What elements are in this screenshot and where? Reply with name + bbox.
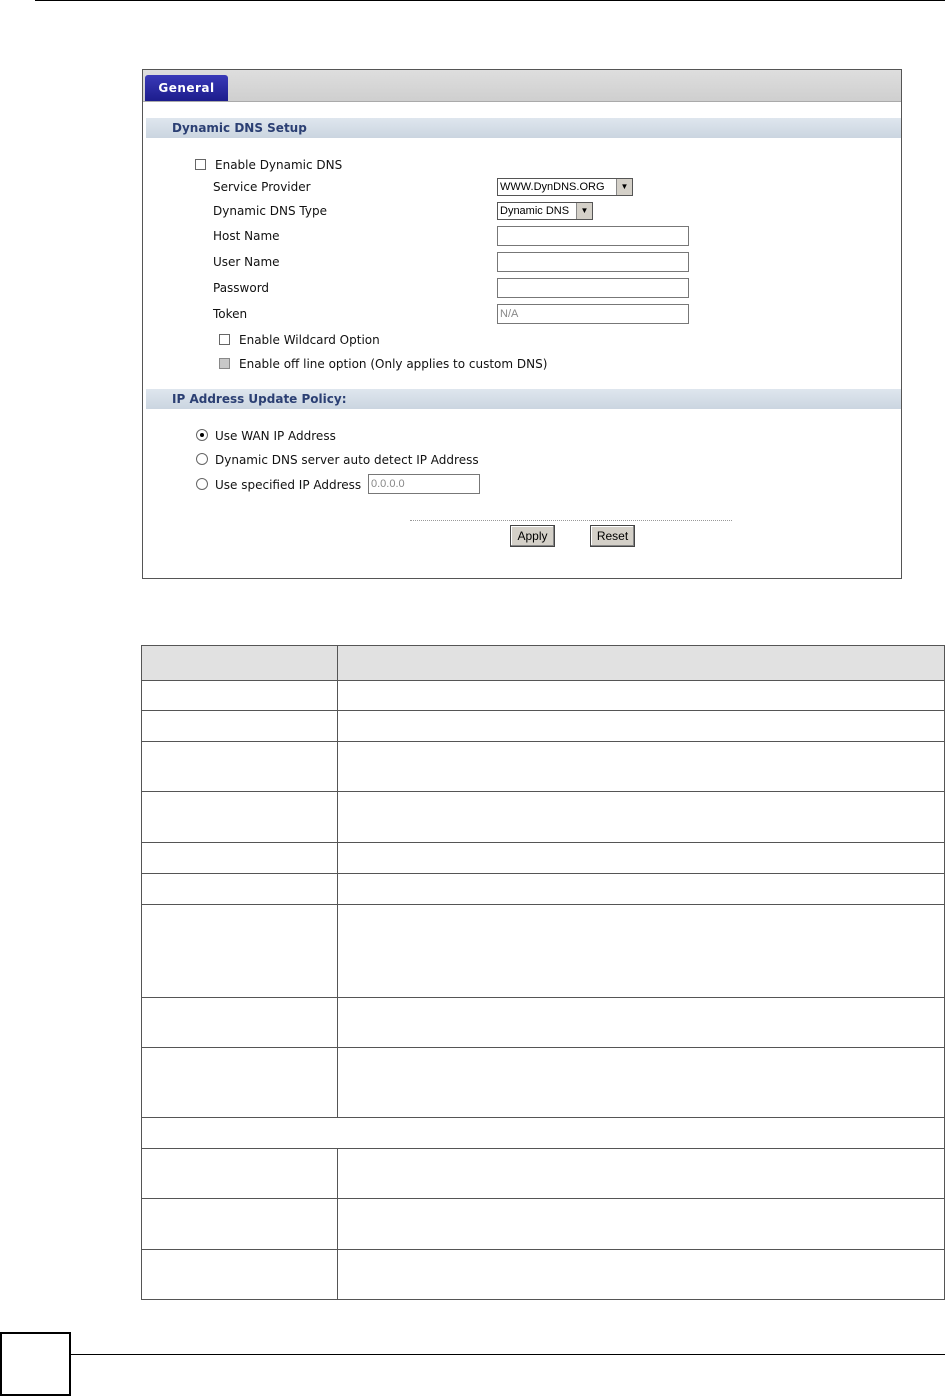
table-cell	[142, 843, 338, 874]
section-ip-address-update-policy: IP Address Update Policy:	[146, 389, 901, 409]
token-input[interactable]: N/A	[497, 304, 689, 324]
table-cell	[142, 1149, 338, 1199]
offline-checkbox[interactable]	[219, 358, 230, 369]
enable-dynamic-dns-label: Enable Dynamic DNS	[215, 158, 343, 172]
table-header-cell	[142, 646, 338, 681]
table-row	[142, 681, 945, 711]
use-wan-ip-label: Use WAN IP Address	[215, 429, 336, 443]
specified-ip-input[interactable]: 0.0.0.0	[368, 474, 480, 494]
wildcard-checkbox[interactable]	[219, 334, 230, 345]
service-provider-label: Service Provider	[213, 180, 311, 194]
auto-detect-ip-radio[interactable]	[196, 453, 208, 465]
section-dynamic-dns-setup: Dynamic DNS Setup	[146, 118, 901, 138]
table-cell	[338, 1199, 945, 1250]
table-row	[142, 1149, 945, 1199]
reset-button[interactable]: Reset	[590, 525, 635, 547]
service-provider-select[interactable]	[497, 178, 633, 196]
button-divider	[410, 520, 732, 521]
table-header-cell	[338, 646, 945, 681]
table-cell	[338, 1048, 945, 1118]
user-name-input[interactable]	[497, 252, 689, 272]
table-cell	[142, 742, 338, 792]
table-row	[142, 1199, 945, 1250]
table-cell	[142, 1250, 338, 1300]
table-row	[142, 905, 945, 998]
service-provider-value: WWW.DynDNS.ORG	[500, 181, 605, 193]
table-cell	[142, 1048, 338, 1118]
token-label: Token	[213, 307, 248, 321]
table-cell	[142, 1199, 338, 1250]
table-cell	[142, 792, 338, 843]
ddns-type-label: Dynamic DNS Type	[213, 204, 327, 218]
table-row	[142, 843, 945, 874]
tab-general[interactable]: General	[145, 75, 228, 101]
description-table	[141, 645, 945, 1300]
chevron-down-icon: ▼	[616, 179, 632, 195]
table-cell	[142, 1118, 945, 1149]
table-cell	[338, 905, 945, 998]
page-top-rule	[35, 0, 945, 1]
wildcard-label: Enable Wildcard Option	[239, 333, 380, 347]
footer-rule	[71, 1354, 945, 1355]
table-section-row	[142, 1118, 945, 1149]
offline-label: Enable off line option (Only applies to custom DNS)	[239, 357, 548, 371]
enable-dynamic-dns-checkbox[interactable]	[195, 159, 206, 170]
table-cell	[338, 1250, 945, 1300]
table-row	[142, 1048, 945, 1118]
table-cell	[338, 681, 945, 711]
table-cell	[142, 905, 338, 998]
table-cell	[142, 681, 338, 711]
table-row	[142, 792, 945, 843]
user-name-label: User Name	[213, 255, 280, 269]
table-cell	[338, 711, 945, 742]
table-row	[142, 874, 945, 905]
table-cell	[338, 742, 945, 792]
tab-bar	[143, 70, 901, 102]
host-name-label: Host Name	[213, 229, 280, 243]
table-row	[142, 998, 945, 1048]
table-cell	[338, 998, 945, 1048]
table-cell	[142, 874, 338, 905]
use-specified-ip-radio[interactable]	[196, 478, 208, 490]
host-name-input[interactable]	[497, 226, 689, 246]
use-specified-ip-label: Use specified IP Address	[215, 478, 362, 492]
table-cell	[142, 711, 338, 742]
ddns-type-select[interactable]	[497, 202, 593, 220]
apply-button[interactable]: Apply	[510, 525, 555, 547]
page-number-box	[0, 1332, 71, 1396]
table-cell	[338, 1149, 945, 1199]
ddns-type-value: Dynamic DNS	[500, 205, 570, 217]
password-label: Password	[213, 281, 270, 295]
screenshot-frame	[142, 69, 902, 579]
auto-detect-ip-label: Dynamic DNS server auto detect IP Address	[215, 453, 479, 467]
table-cell	[338, 874, 945, 905]
table-row	[142, 711, 945, 742]
table-row	[142, 1250, 945, 1300]
chevron-down-icon: ▼	[576, 203, 592, 219]
table-cell	[338, 792, 945, 843]
table-row	[142, 742, 945, 792]
password-input[interactable]	[497, 278, 689, 298]
table-header-row	[142, 646, 945, 681]
use-wan-ip-radio[interactable]	[196, 429, 208, 441]
table-cell	[338, 843, 945, 874]
table-cell	[142, 998, 338, 1048]
